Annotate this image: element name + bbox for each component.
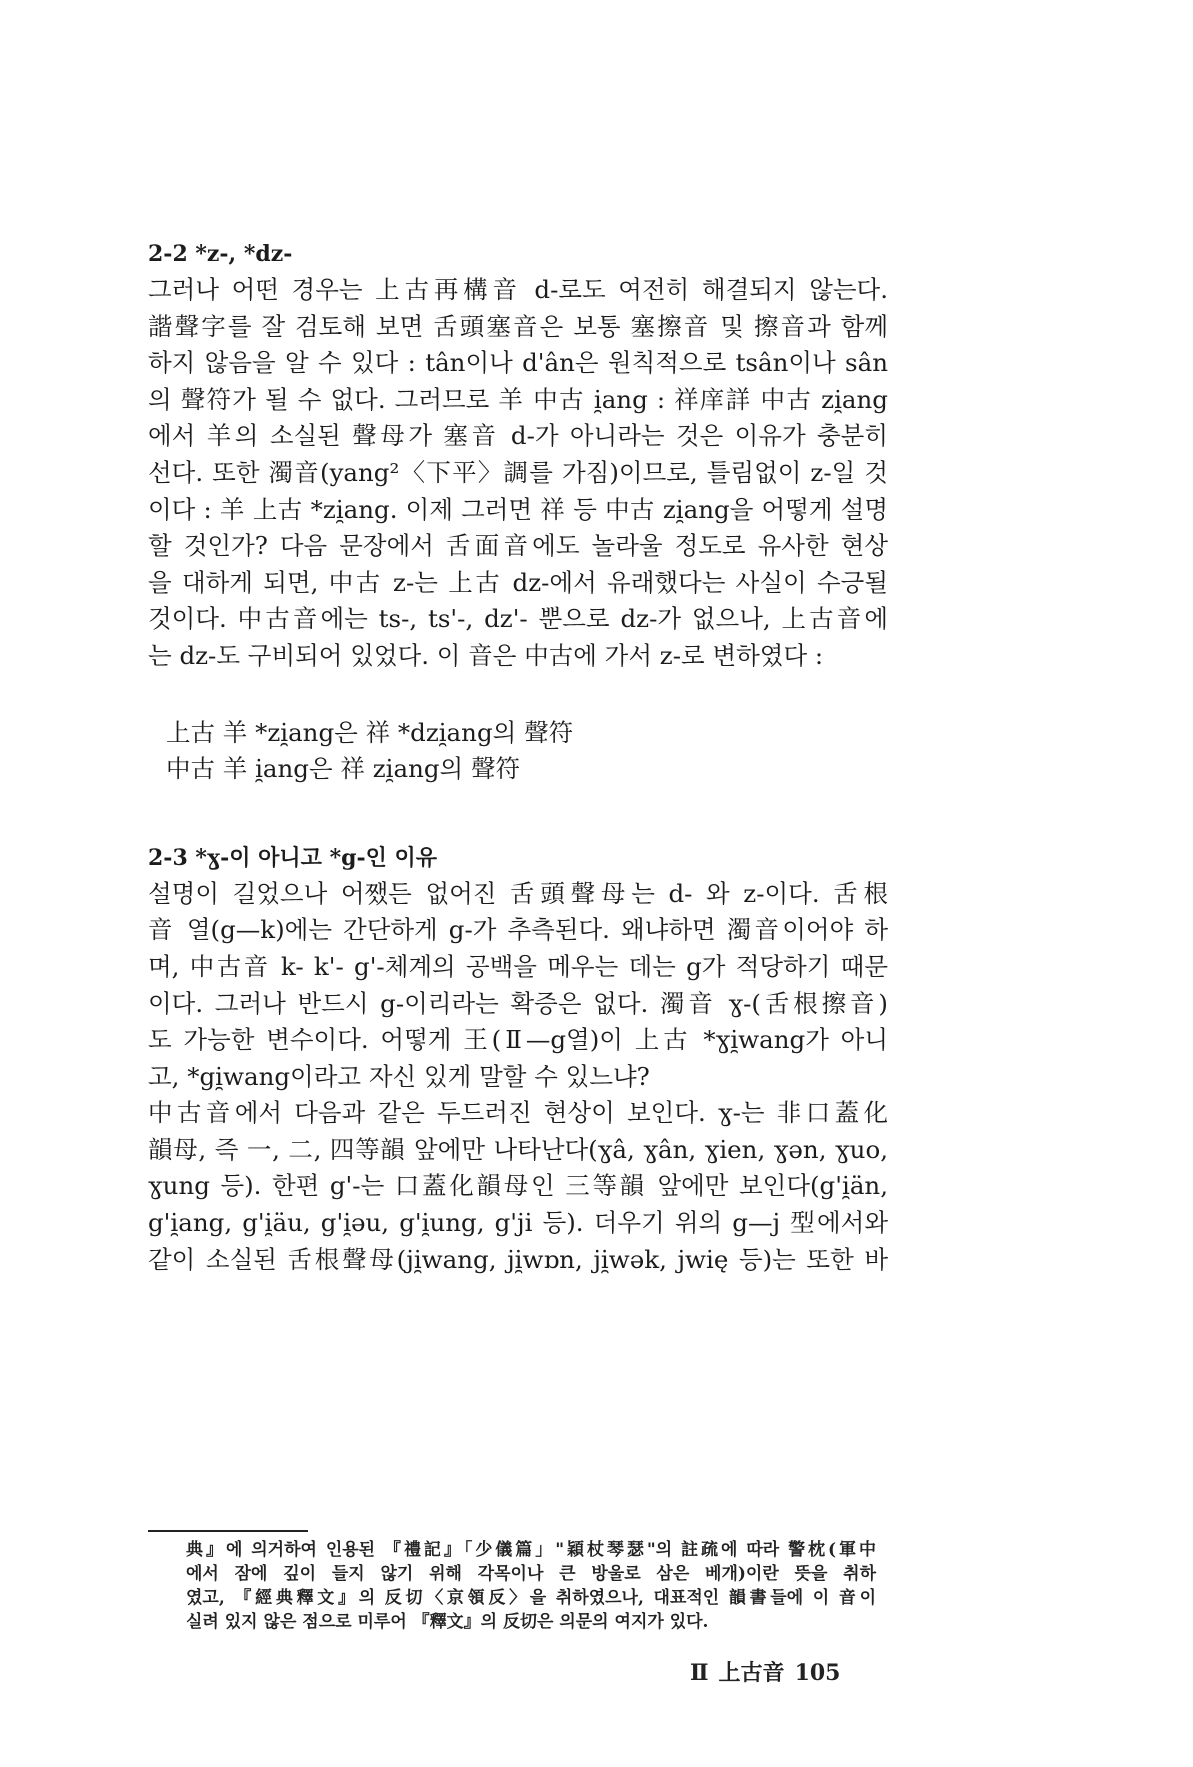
paragraph-2-2 — [148, 272, 888, 675]
text-line: 설명이 길었으나 어쨌든 없어진 舌頭聲母는 d- 와 z-이다. 舌根 — [148, 878, 888, 908]
footnote-line: 실려 있지 않은 점으로 미루어 『釋文』의 反切은 의문의 여지가 있다. — [186, 1612, 709, 1632]
body-text — [148, 236, 888, 1278]
text-line: 韻母, 즉 一, 二, 四等韻 앞에만 나타난다(ɣâ, ɣân, ɣien, ɣən, ɣuo, — [148, 1134, 888, 1164]
text-line: ɣung 등). 한편 g'-는 口蓋化韻母인 三等韻 앞에만 보인다(g'i̯än, — [148, 1171, 888, 1201]
paragraph-2-3-a — [148, 876, 888, 1096]
section-heading-2-2: 2-2 *z-, *dz- — [148, 241, 293, 267]
part-number: Ⅱ — [690, 1660, 709, 1686]
footnote-line: 典』에 의거하여 인용된 『禮記』「少儀篇」"穎杖琴瑟"의 註疏에 따라 警枕(軍中 — [186, 1540, 876, 1560]
text-line: 며, 中古音 k- k'- g'-체계의 공백을 메우는 데는 g가 적당하기 때문 — [148, 951, 888, 981]
text-line: 을 대하게 되면, 中古 z-는 上古 dz-에서 유래했다는 사실이 수긍될 — [148, 567, 888, 597]
text-line: 도 가능한 변수이다. 어떻게 王(Ⅱ—g열)이 上古 *ɣi̯wang가 아니 — [148, 1025, 888, 1055]
text-line: 하지 않음을 알 수 있다 : tân이나 d'ân은 원칙적으로 tsân이나 sân — [148, 348, 888, 378]
text-line: 이다 : 羊 上古 *zi̯ang. 이제 그러면 祥 등 中古 zi̯ang을 어떻게 설명 — [148, 494, 888, 524]
text-line: 것이다. 中古音에는 ts-, ts'-, dz'- 뿐으로 dz-가 없으나, 上古音에 — [148, 604, 888, 634]
running-footer — [690, 1656, 890, 1687]
text-line: 에서 羊의 소실된 聲母가 塞音 d-가 아니라는 것은 이유가 충분히 — [148, 421, 888, 451]
footnote-line: 에서 잠에 깊이 들지 않기 위해 각목이나 큰 방울로 삼은 베개)이란 뜻을 취하 — [186, 1564, 876, 1584]
footnote — [186, 1538, 876, 1634]
text-line: g'i̯ang, g'i̯äu, g'i̯əu, g'i̯ung, g'ji 등). 더우기 위의 g—j 型에서와 — [148, 1208, 888, 1238]
text-line: 音 열(g—k)에는 간단하게 g-가 추측된다. 왜냐하면 濁音이어야 하 — [148, 915, 888, 945]
paragraph-2-3-b — [148, 1095, 888, 1278]
page-number: 105 — [794, 1660, 841, 1686]
text-line: 中古音에서 다음과 같은 두드러진 현상이 보인다. ɣ-는 非口蓋化 — [148, 1098, 888, 1128]
text-line: 는 dz-도 구비되어 있었다. 이 音은 中古에 가서 z-로 변하였다 : — [148, 640, 824, 670]
text-line: 할 것인가? 다음 문장에서 舌面音에도 놀라울 정도로 유사한 현상 — [148, 531, 888, 561]
footnote-divider — [148, 1530, 308, 1532]
example-line: 中古 羊 i̯ang은 祥 zi̯ang의 聲符 — [166, 754, 520, 784]
text-line: 諧聲字를 잘 검토해 보면 舌頭塞音은 보통 塞擦音 및 擦音과 함께 — [148, 311, 888, 341]
text-line: 그러나 어떤 경우는 上古再構音 d-로도 여전히 해결되지 않는다. — [148, 275, 888, 304]
text-line: 이다. 그러나 반드시 g-이리라는 확증은 없다. 濁音 ɣ-(舌根擦音) — [148, 988, 888, 1018]
text-line: 의 聲符가 될 수 없다. 그러므로 羊 中古 i̯ang : 祥庠詳 中古 zi̯ang — [148, 384, 888, 414]
text-line: 선다. 또한 濁音(yang²〈下平〉調를 가짐)이므로, 틀림없이 z-일 것 — [148, 457, 888, 487]
example-block — [148, 715, 888, 788]
text-line: 고, *gi̯wang이라고 자신 있게 말할 수 있느냐? — [148, 1061, 650, 1091]
example-line: 上古 羊 *zi̯ang은 祥 *dzi̯ang의 聲符 — [166, 717, 574, 747]
footnote-line: 였고, 『經典釋文』의 反切〈京領反〉을 취하였으나, 대표적인 韻書들에 이 音이 — [186, 1588, 876, 1608]
part-title: 上古音 — [718, 1660, 785, 1686]
text-line: 같이 소실된 舌根聲母(ji̯wang, ji̯wɒn, ji̯wək, jwię 등)는 또한 바 — [148, 1244, 888, 1274]
section-heading-2-3: 2-3 *ɣ-이 아니고 *g-인 이유 — [148, 844, 438, 871]
